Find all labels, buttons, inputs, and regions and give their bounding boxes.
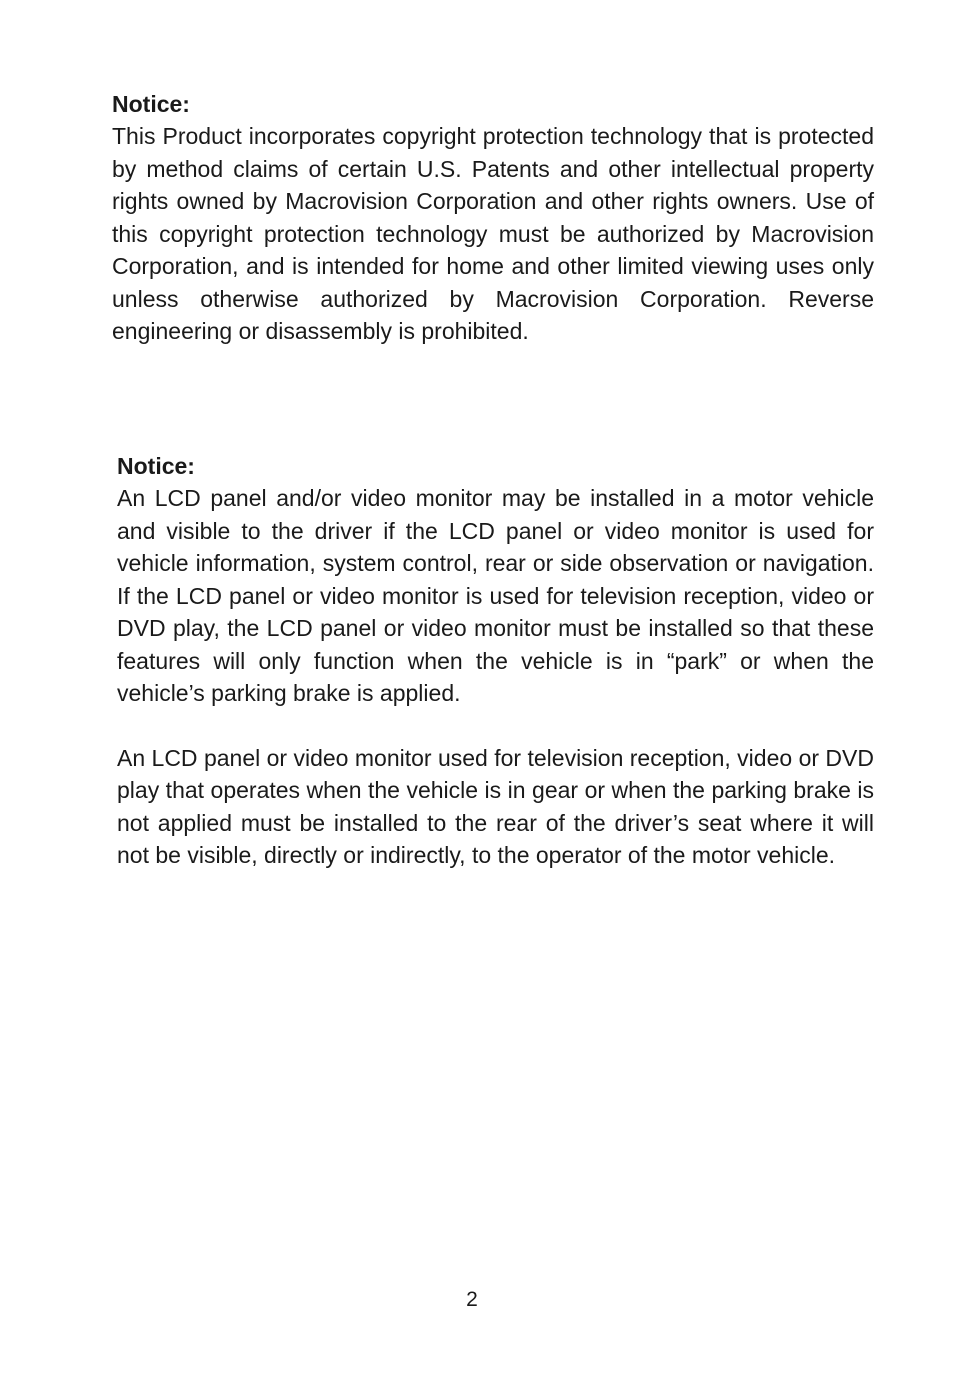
notice-paragraph: An LCD panel or video monitor used for television reception, video or DVD play that operates when the vehicle is in gear or when the parking brake is not applied must be installed to the rear of the driver’s seat where it will not be visible, directly or indirectly, to the operator of the motor vehicle.: [117, 744, 874, 868]
notice-paragraph: An LCD panel and/or video monitor may be installed in a motor vehicle and visible to the driver if the LCD panel or video monitor is used for vehicle information, system control, rear or side observation or navigation. If the LCD panel or video monitor is used for television reception, video or DVD play, the LCD panel or video monitor must be installed so that these features will only function when the vehicle is in “park” or when the vehicle’s parking brake is applied.: [117, 485, 874, 706]
lcd-installation-notice: [117, 450, 874, 872]
page-number: 2: [466, 1288, 478, 1311]
notice-heading: Notice:: [112, 91, 190, 117]
notice-heading: Notice:: [117, 453, 195, 479]
notice-paragraph: This Product incorporates copyright protection technology that is protected by method claims of certain U.S. Patents and other intellectual property rights owned by Macrovision Corporation and other rights owners. Use of this copyright protection technology must be authorized by Macrovision Corporation, and is intended for home and other limited viewing uses only unless otherwise authorized by Macrovision Corporation. Reverse engineering or disassembly is prohibited.: [112, 123, 874, 344]
copyright-notice: [112, 88, 874, 348]
